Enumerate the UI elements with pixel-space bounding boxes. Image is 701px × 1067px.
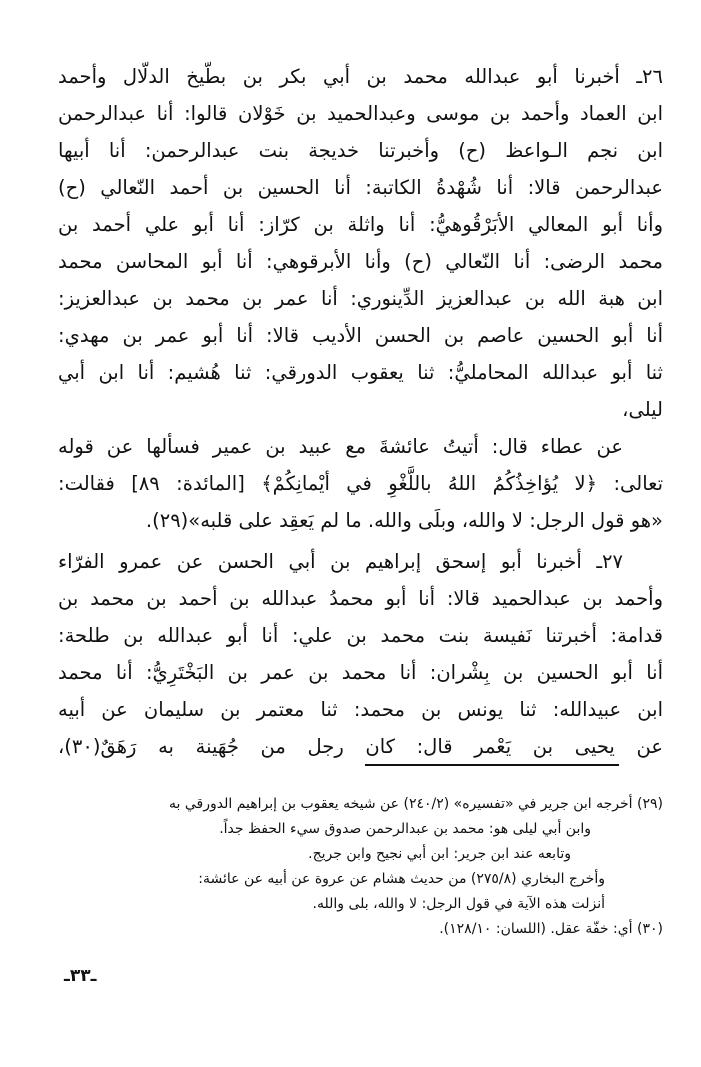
text-line: «هو قول الرجل: لا والله، وبلَى والله. ما لم يَعقِد على قلبه»(٢٩). xyxy=(145,509,663,532)
text-line: وأحمد بن عبدالحميد قالا: أنا أبو محمدُ عبدالله بن أحمد بن محمد بن xyxy=(58,587,663,610)
text-line: ابن عبيدالله: ثنا يونس بن محمد: ثنا معتمر بن سليمان عن أبيه xyxy=(58,698,663,721)
text-line: ٢٧ـ أخبرنا أبو إسحق إبراهيم بن أبي الحسن عن عمرو الفرّاء xyxy=(58,550,623,573)
footnote-line: (٢٩) أخرجه ابن جرير في «تفسيره» (٢٤٠/٢) عن شيخه يعقوب بن إبراهيم الدورقي به xyxy=(169,796,663,812)
footnotes xyxy=(70,792,663,942)
text-line: عن عطاء قال: أتيتُ عائشةَ مع عبيد بن عمير فسألها عن قوله xyxy=(58,435,623,458)
text-line: تعالى: ﴿لا يُؤاخِذُكُمُ اللهُ باللَّغْوِ في أيْمانِكُمْ﴾ [المائدة: ٨٩] فقالت: xyxy=(58,472,663,495)
main-text xyxy=(58,58,663,765)
footnote-line: أنزلت هذه الآية في قول الرجل: لا والله، بلى والله. xyxy=(312,896,605,912)
text-line: قدامة: أخبرتنا نَفيسة بنت محمد بن علي: أنا أبو عبدالله بن طلحة: xyxy=(58,624,663,647)
text-line: ابن هبة الله بن عبدالعزيز الدِّينوري: أنا عمر بن محمد بن عبدالعزيز: xyxy=(58,287,663,310)
text-line: محمد الرضى: أنا النّعالي (ح) وأنا الأبرقوهي: أنا أبو المحاسن محمد xyxy=(58,250,663,273)
text-line: ابن العماد وأحمد بن موسى وعبدالحميد بن خَوْلان قالوا: أنا عبدالرحمن xyxy=(58,102,663,125)
text-line: وأنا أبو المعالي الأبَرْقُوهيُّ: أنا واثلة بن كرّاز: أنا أبو علي أحمد بن xyxy=(58,213,663,236)
footnote-divider xyxy=(365,764,619,766)
footnote-line: وأخرج البخاري (٢٧٥/٨) من حديث هشام عن عروة عن أبيه عن عائشة: xyxy=(198,871,605,887)
text-line: ابن نجم الـواعظ (ح) وأخبرتنا خديجة بنت عبدالرحمن: أنا أبيها xyxy=(58,139,663,162)
text-line: أنا أبو الحسين بن بِشْران: أنا محمد بن عمر بن البَخْتَرِيُّ: أنا محمد xyxy=(58,661,663,684)
page-number: ـ٣٣ـ xyxy=(64,966,97,986)
text-line: عبدالرحمن قالا: أنا شُهْدةُ الكاتبة: أنا الحسين بن أحمد النّعالي (ح) xyxy=(58,176,663,199)
text-line: ٢٦ـ أخبرنا أبو عبدالله محمد بن أبي بكر بن بطّيخ الدلّال وأحمد xyxy=(58,65,663,88)
footnote-line: (٣٠) أي: خفّة عقل. (اللسان: ١٢٨/١٠). xyxy=(439,921,663,937)
footnote-line: وتابعه عند ابن جرير: ابن أبي نجيح وابن جريج. xyxy=(308,846,571,862)
footnote-line: وابن أبي ليلى هو: محمد بن عبدالرحمن صدوق سيء الحفظ جداً. xyxy=(219,821,591,837)
text-line: ثنا أبو عبدالله المحامليُّ: ثنا يعقوب الدورقي: ثنا هُشيم: أنا ابن أبي xyxy=(58,361,663,384)
text-line: أنا أبو الحسين عاصم بن الحسن الأديب قالا: أنا أبو عمر بن مهدي: xyxy=(58,324,663,347)
text-line: ليلى، xyxy=(622,398,663,421)
text-line: عن يحيى بن يَعْمر قال: كان رجل من جُهَينة به رَهَقٌ(٣٠)، xyxy=(58,735,663,758)
